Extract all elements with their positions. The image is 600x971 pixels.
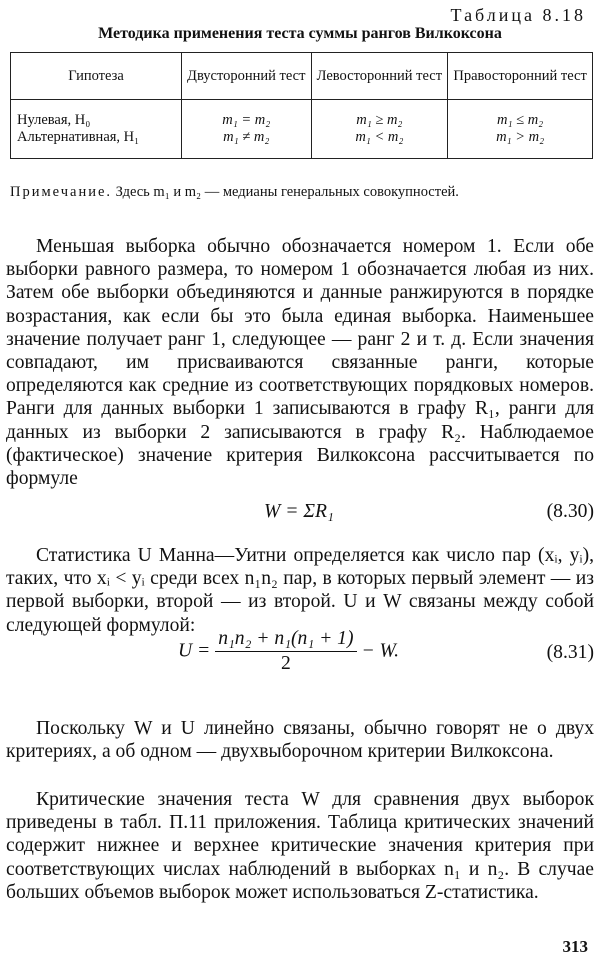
note-prefix: Примечание. [10, 184, 113, 200]
right-sided-null: m₁ ≤ m₂ [496, 112, 544, 128]
right-sided-cell [448, 100, 593, 159]
page-number: 313 [562, 937, 588, 956]
left-sided-null: m₁ ≥ m₂ [356, 112, 403, 128]
paragraph-3: Поскольку W и U линейно связаны, обычно говорят не о двух критериях, а об одном — двухвыборочном критерии Вилкоксона. [6, 718, 594, 763]
header-hypothesis: Гипотеза [11, 53, 182, 100]
table-title: Методика применения теста суммы рангов Вилкоксона [98, 25, 502, 42]
formula-8-31 [6, 628, 594, 684]
formula-8-30-expr: W = ΣR₁ [264, 501, 334, 522]
header-left-sided: Левосторонний тест [311, 53, 448, 100]
formula-8-31-lhs: U = [178, 640, 211, 662]
two-sided-null: m₁ = m₂ [222, 112, 271, 128]
table-row [11, 100, 593, 159]
formula-8-31-denominator: 2 [280, 653, 291, 674]
table-header-row [11, 53, 593, 100]
two-sided-alt: m₁ ≠ m₂ [223, 129, 270, 145]
table-label: Таблица 8.18 [450, 5, 586, 25]
paragraph-1: Меньшая выборка обычно обозначается номером 1. Если обе выборки равного размера, то номером 1 обозначается любая из них. Затем обе выборки объединяются и данные ранжируются в порядке возрастания, как если бы это была единая выборка. Наименьшее значение получает ранг 1, следующее — ранг 2 и т. д. Если значения совпадают, им присваиваются связанные ранги, которые определяются как средние из соответствующих порядковых номеров. Ранги для данных выборки 1 записываются в графу R₁, ранги для данных из выборки 2 записываются в графу R₂. Наблюдаемое (фактическое) значение критерия Вилкоксона рассчитывается по формуле [6, 236, 594, 490]
right-sided-alt: m₁ > m₂ [496, 129, 545, 145]
paragraph-2: Статистика U Манна—Уитни определяется как число пар (xᵢ, yᵢ), таких, что xᵢ < yᵢ среди всех n₁n₂ пар, в которых первый элемент — из первой выборки, второй — из второй. U и W связаны между собой следующей формулой: [6, 545, 594, 636]
alternative-hypothesis-label: Альтернативная, H₁ [17, 129, 140, 145]
formula-8-31-numerator: n₁n₂ + n₁(n₁ + 1) [215, 628, 356, 652]
paragraph-4: Критические значения теста W для сравнения двух выборок приведены в табл. П.11 приложения. Таблица критических значений содержит нижнее и верхнее критические значения критерия при соответствующих числах наблюдений в выборках n₁ и n₂. В случае больших объемов выборок может использоваться Z-статистика. [6, 789, 594, 903]
two-sided-cell [182, 100, 312, 159]
null-hypothesis-label: Нулевая, H₀ [17, 112, 91, 128]
note-text: Здесь m₁ и m₂ — медианы генеральных совокупностей. [115, 184, 459, 200]
row-labels-cell [11, 100, 182, 159]
formula-8-31-number: (8.31) [546, 642, 594, 663]
hypotheses-table [10, 52, 593, 159]
left-sided-alt: m₁ < m₂ [355, 129, 404, 145]
left-sided-cell [311, 100, 448, 159]
formula-8-31-rhs: − W. [361, 640, 399, 662]
table-note [10, 184, 595, 201]
formula-8-30-number: (8.30) [546, 501, 594, 522]
formula-8-31-fraction [215, 628, 356, 675]
header-two-sided: Двусторонний тест [182, 53, 312, 100]
formula-8-30 [6, 501, 594, 527]
header-right-sided: Правосторонний тест [448, 53, 593, 100]
